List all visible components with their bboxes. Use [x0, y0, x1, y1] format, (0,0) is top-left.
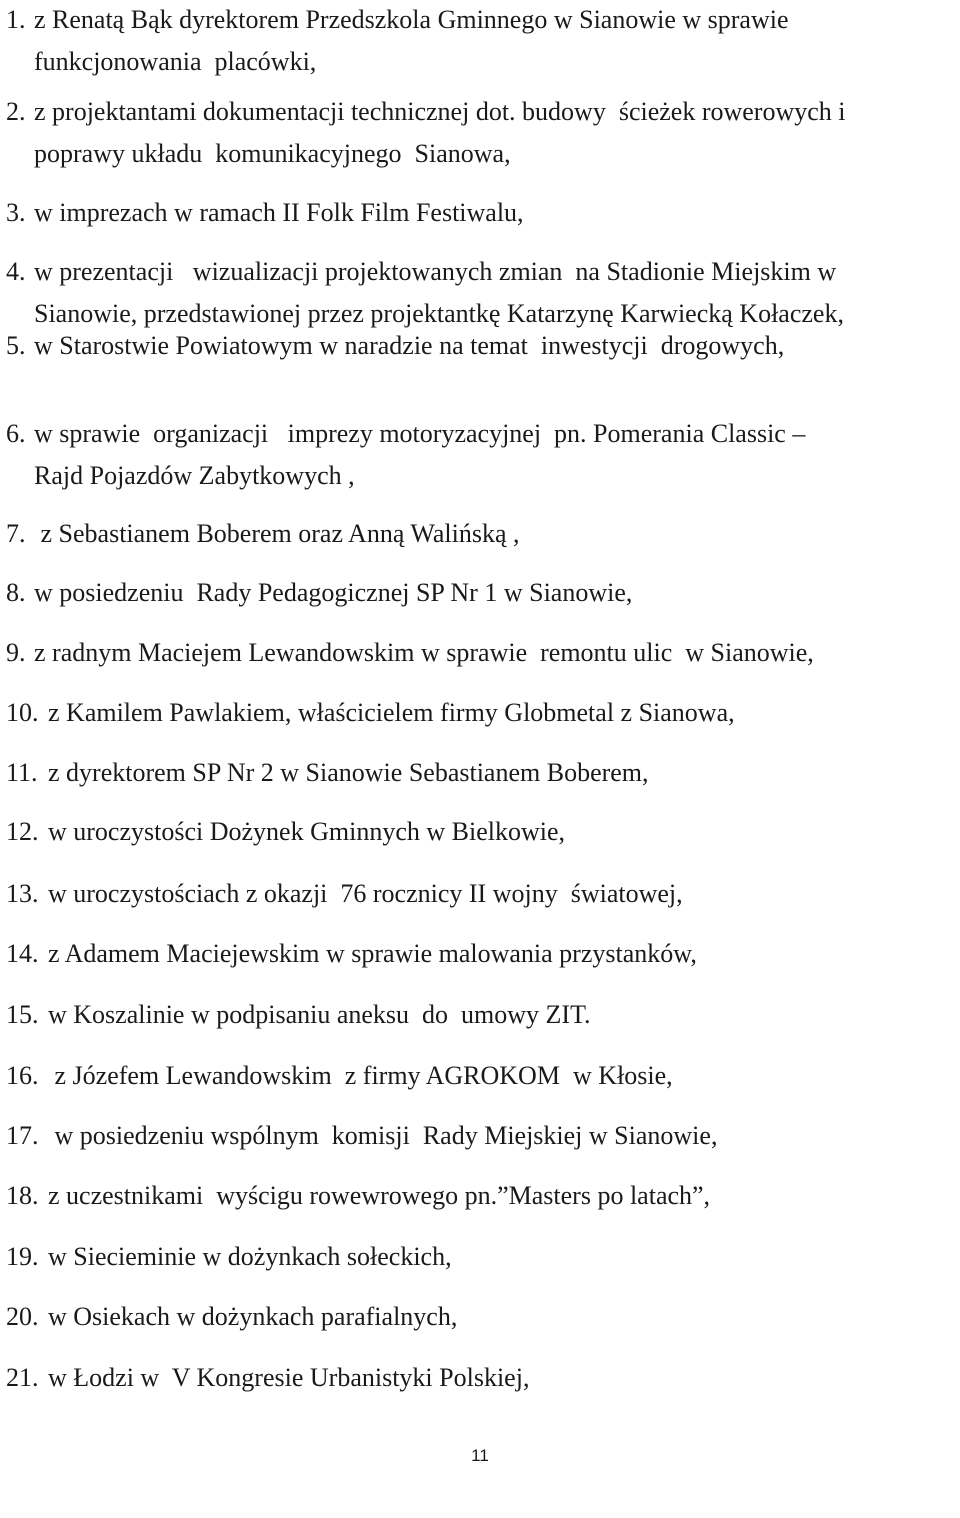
item-number: 11.: [6, 758, 38, 787]
item-number: 16.: [6, 1061, 39, 1090]
item-text: w Koszalinie w podpisaniu aneksu do umowy ZIT.: [48, 1000, 591, 1029]
item-text: w Siecieminie w dożynkach sołeckich,: [48, 1242, 452, 1271]
item-text-continuation: poprawy układu komunikacyjnego Sianowa,: [34, 139, 511, 168]
item-number: 7.: [6, 519, 26, 548]
item-text-continuation: Rajd Pojazdów Zabytkowych ,: [34, 461, 355, 490]
item-text: z Józefem Lewandowskim z firmy AGROKOM w Kłosie,: [48, 1061, 673, 1090]
item-text: z projektantami dokumentacji technicznej dot. budowy ścieżek rowerowych i: [34, 97, 846, 126]
item-text: w Osiekach w dożynkach parafialnych,: [48, 1302, 458, 1331]
item-text: w posiedzeniu Rady Pedagogicznej SP Nr 1 w Sianowie,: [34, 578, 633, 607]
item-number: 9.: [6, 638, 26, 667]
item-number: 6.: [6, 419, 26, 448]
item-text-continuation: funkcjonowania placówki,: [34, 47, 317, 76]
item-text: w prezentacji wizualizacji projektowanych zmian na Stadionie Miejskim w: [34, 257, 837, 286]
item-text: w sprawie organizacji imprezy motoryzacyjnej pn. Pomerania Classic –: [34, 419, 806, 448]
item-text: z dyrektorem SP Nr 2 w Sianowie Sebastianem Boberem,: [48, 758, 649, 787]
item-text: w imprezach w ramach II Folk Film Festiwalu,: [34, 198, 524, 227]
item-text: z radnym Maciejem Lewandowskim w sprawie remontu ulic w Sianowie,: [34, 638, 814, 667]
item-number: 8.: [6, 578, 26, 607]
item-text: z Adamem Maciejewskim w sprawie malowania przystanków,: [48, 939, 697, 968]
item-number: 17.: [6, 1121, 39, 1150]
item-text: w Łodzi w V Kongresie Urbanistyki Polskiej,: [48, 1363, 530, 1392]
item-number: 13.: [6, 879, 39, 908]
item-number: 4.: [6, 257, 26, 286]
item-number: 20.: [6, 1302, 39, 1331]
list-item: [0, 1358, 960, 1518]
item-text-continuation: Sianowie, przedstawionej przez projektantkę Katarzynę Karwiecką Kołaczek,: [34, 299, 844, 328]
item-number: 18.: [6, 1181, 39, 1210]
item-number: 1.: [6, 5, 26, 34]
item-number: 12.: [6, 817, 39, 846]
item-text: w uroczystościach z okazji 76 rocznicy II wojny światowej,: [48, 879, 683, 908]
item-number: 15.: [6, 1000, 39, 1029]
item-text: z Kamilem Pawlakiem, właścicielem firmy Globmetal z Sianowa,: [48, 698, 735, 727]
item-number: 14.: [6, 939, 39, 968]
item-number: 5.: [6, 331, 26, 360]
item-text: z Sebastianem Boberem oraz Anną Walińską ,: [34, 519, 520, 548]
item-text: w uroczystości Dożynek Gminnych w Bielkowie,: [48, 817, 566, 846]
item-number: 21.: [6, 1363, 39, 1392]
item-text: z Renatą Bąk dyrektorem Przedszkola Gminnego w Sianowie w sprawie: [34, 5, 789, 34]
item-number: 3.: [6, 198, 26, 227]
item-number: 2.: [6, 97, 26, 126]
item-text: w posiedzeniu wspólnym komisji Rady Miejskiej w Sianowie,: [48, 1121, 718, 1150]
page-number: 11: [471, 1446, 489, 1465]
item-text: z uczestnikami wyścigu rowewrowego pn.”Masters po latach”,: [48, 1181, 711, 1210]
item-text: w Starostwie Powiatowym w naradzie na temat inwestycji drogowych,: [34, 331, 785, 360]
item-number: 10.: [6, 698, 39, 727]
item-number: 19.: [6, 1242, 39, 1271]
